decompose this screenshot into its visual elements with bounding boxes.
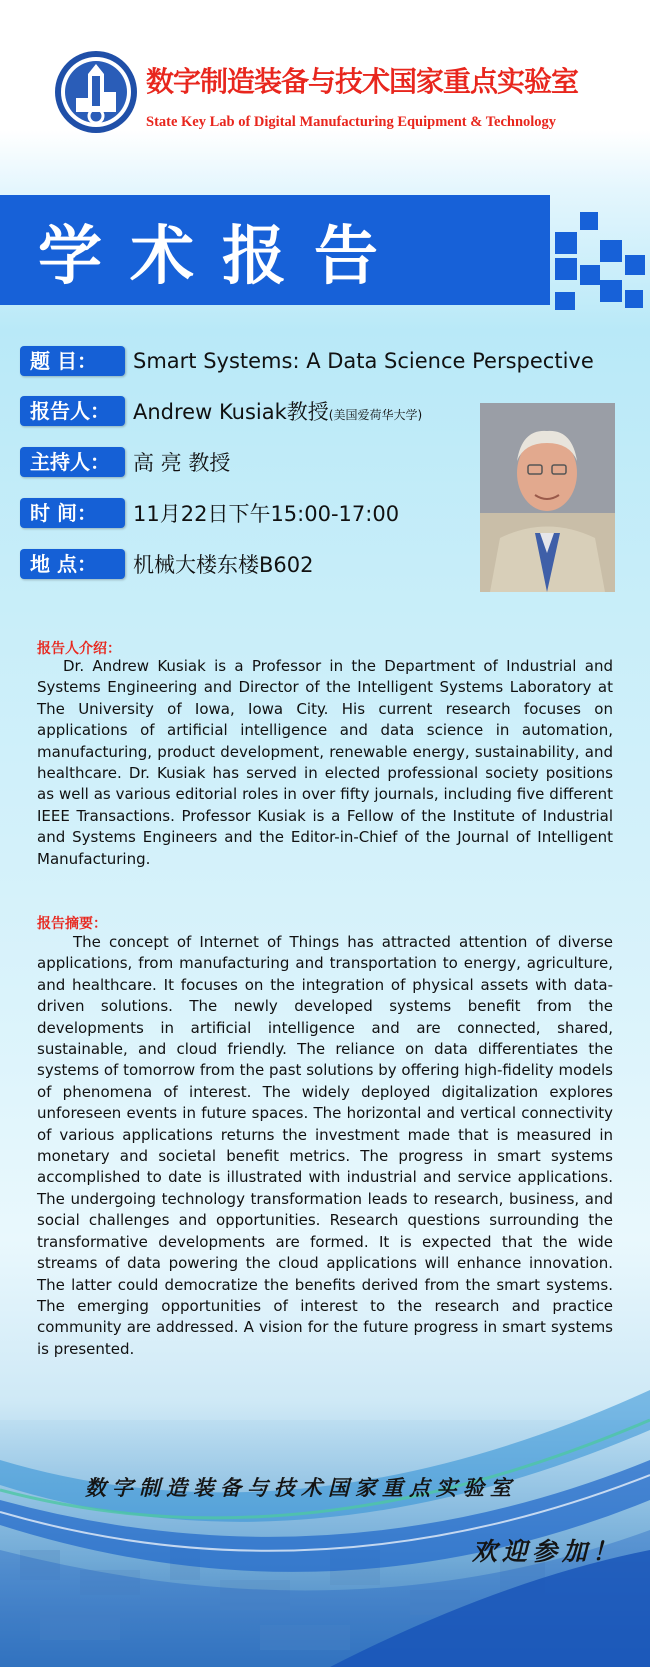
welcome-text: 欢迎参加！ xyxy=(472,1537,623,1566)
info-row-host xyxy=(20,446,230,478)
banner-title: 学术报告 xyxy=(38,220,406,294)
place-label: 地 点： xyxy=(20,549,125,579)
bio-text: Dr. Andrew Kusiak is a Professor in the Department of Industrial and Systems Engineering and Director of the Intelligent Systems Laboratory at The University of Iowa, Iowa City. His current research focuses on applications of artificial intelligence and data science in automation, manufacturing, product development, renewable energy, sustainability, and healthcare. Dr. Kusiak has served in elected professional society positions as well as various editorial roles in over fifty journals, including five different IEEE Transactions. Professor Kusiak is a Fellow of the Institute of Industrial and Systems Engineers and the Editor-in-Chief of the Journal of Intelligent Manufacturing. xyxy=(37,657,613,868)
speaker-affiliation: (美国爱荷华大学) xyxy=(328,408,423,422)
banner-pixel-decor xyxy=(555,292,575,310)
banner-pixel-decor xyxy=(600,240,622,262)
info-row-speaker xyxy=(20,395,422,427)
banner-pixel-decor xyxy=(580,212,598,230)
speaker-label: 报告人： xyxy=(20,396,125,426)
lab-logo-icon xyxy=(54,50,138,134)
speaker-name: Andrew Kusiak教授 xyxy=(133,400,329,424)
header xyxy=(0,0,650,150)
lab-name-en: State Key Lab of Digital Manufacturing Equipment & Technology xyxy=(146,114,557,130)
info-row-place xyxy=(20,548,314,580)
banner-pixel-decor xyxy=(530,218,550,238)
time-label: 时 间： xyxy=(20,498,125,528)
lab-name-cn: 数字制造装备与技术国家重点实验室 xyxy=(146,65,579,98)
host-label: 主持人： xyxy=(20,447,125,477)
abstract-heading: 报告摘要： xyxy=(37,916,107,932)
banner-pixel-decor xyxy=(555,232,577,254)
info-row-topic xyxy=(20,345,594,377)
banner-pixel-decor xyxy=(625,290,643,308)
speaker-photo xyxy=(480,403,615,592)
speaker-value xyxy=(133,396,422,426)
host-value: 高 亮 教授 xyxy=(133,451,231,475)
info-row-time xyxy=(20,497,399,529)
time-value: 11月22日下午15:00-17:00 xyxy=(133,502,400,526)
banner-pixel-decor xyxy=(485,210,507,232)
footer-lab-name: 数字制造装备与技术国家重点实验室 xyxy=(85,1475,517,1500)
bio-heading: 报告人介绍： xyxy=(37,641,121,657)
banner-pixel-decor xyxy=(580,265,600,285)
banner-pixel-decor xyxy=(530,290,550,305)
banner-pixel-decor xyxy=(555,258,577,280)
banner-pixel-decor xyxy=(625,255,645,275)
topic-value: Smart Systems: A Data Science Perspective xyxy=(133,349,594,373)
abstract-text: The concept of Internet of Things has attracted attention of diverse applications, from manufacturing and transportation to energy, agriculture, and healthcare. It focuses on the integration of physical assets with data-driven solutions. The newly developed systems benefit from the developments in artificial intelligence and are connected, shared, sustainable, and cloud friendly. The reliance on data differentiates the systems of tomorrow from the past solutions by offering high-fidelity models of phenomena of interest. The widely deployed digitalization explores unforeseen events in future spaces. The horizontal and vertical connectivity of various applications returns the investment made that is measured in monetary and societal benefit metrics. The progress in smart systems accomplished to date is illustrated with industrial and service applications. The undergoing technology transformation leads to research, business, and social challenges and opportunities. Research questions surrounding the transformative developments are formed. It is expected that the wide streams of data powering the cloud applications will enhance innovation. The latter could democratize the benefits derived from the smart systems. The emerging opportunities of interest to the research and practice community are addressed. A vision for the future progress in smart systems is presented. xyxy=(37,933,613,1358)
place-value: 机械大楼东楼B602 xyxy=(133,553,314,577)
banner-pixel-decor xyxy=(600,280,622,302)
footer-wave-graphic xyxy=(0,1250,650,1667)
topic-label: 题 目： xyxy=(20,346,125,376)
banner-pixel-decor xyxy=(530,195,550,305)
